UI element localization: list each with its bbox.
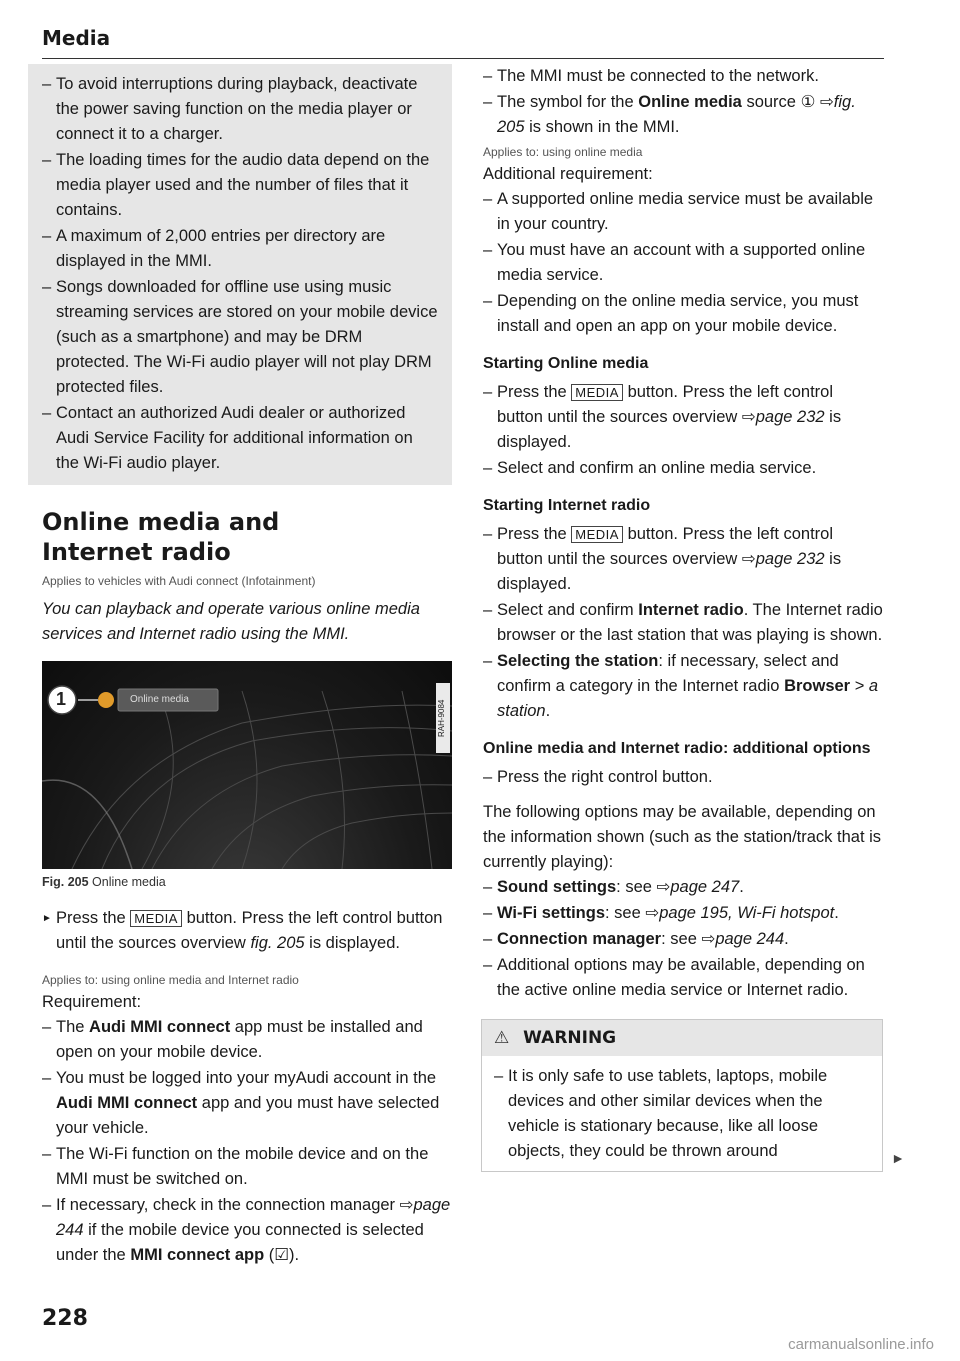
- warning-box: [481, 1019, 883, 1172]
- additional-requirement-item: – You must have an account with a supported online media service.: [483, 238, 883, 288]
- note-item: – Contact an authorized Audi dealer or authorized Audi Service Facility for additional information on the Wi-Fi audio player.: [42, 401, 440, 476]
- cross-ref: fig. 205: [497, 93, 856, 136]
- media-button-label: MEDIA: [571, 384, 623, 401]
- page-number: 228: [42, 1306, 88, 1331]
- additional-requirement-item: – A supported online media service must be available in your country.: [483, 187, 883, 237]
- cross-ref: page 195, Wi-Fi hotspot: [659, 904, 835, 922]
- requirement-item: – The Wi-Fi function on the mobile device and on the MMI must be switched on.: [42, 1142, 452, 1192]
- step-item: – Press the right control button.: [483, 765, 883, 790]
- requirement-item: – You must be logged into your myAudi account in the Audi MMI connect app and you must have selected your vehicle.: [42, 1066, 452, 1141]
- warning-item: – It is only safe to use tablets, laptops, mobile devices and other similar devices when the vehicle is stationary because, like all loose objects, they could be thrown around: [494, 1064, 870, 1164]
- subheading-additional-options: Online media and Internet radio: additional options: [483, 740, 871, 757]
- cross-ref: page 232: [755, 550, 825, 568]
- requirement-item: – The Audi MMI connect app must be installed and open on your mobile device.: [42, 1015, 452, 1065]
- subheading-starting-internet-radio: Starting Internet radio: [483, 497, 651, 514]
- note-item: – To avoid interruptions during playback, deactivate the power saving function on the media player or connect it to a charger.: [42, 72, 440, 147]
- cross-ref: page 244: [715, 930, 785, 948]
- media-button-label: MEDIA: [571, 526, 623, 543]
- option-item: – Sound settings: see ⇨page 247.: [483, 875, 883, 900]
- figure-graphic: [42, 661, 452, 869]
- subheading-starting-online-media: Starting Online media: [483, 355, 649, 372]
- note-box: [28, 64, 452, 485]
- online-media-tab-label: Online media: [130, 694, 189, 705]
- requirement-item: – If necessary, check in the connection manager ⇨page 244 if the mobile device you connected is selected under the MMI connect app (☑).: [42, 1193, 452, 1268]
- additional-requirement-item: – Depending on the online media service, you must install and open an app on your mobile device.: [483, 289, 883, 339]
- figure-code: RAH-9084: [437, 699, 446, 737]
- option-item: – Wi-Fi settings: see ⇨page 195, Wi-Fi hotspot.: [483, 901, 883, 926]
- warning-body: [482, 1056, 882, 1171]
- note-item: – A maximum of 2,000 entries per directory are displayed in the MMI.: [42, 224, 440, 274]
- step-item: – Select and confirm Internet radio. The Internet radio browser or the last station that was playing is shown.: [483, 598, 883, 648]
- options-paragraph: The following options may be available, depending on the information shown (such as the station/track that is currently playing):: [483, 803, 882, 871]
- page-header: [42, 26, 884, 59]
- applies-note: Applies to vehicles with Audi connect (Infotainment): [42, 574, 316, 588]
- applies-note: Applies to: using online media: [483, 145, 643, 159]
- note-item: – Songs downloaded for offline use using music streaming services are stored on your mobile device (such as a smartphone) and may be DRM protected. The Wi-Fi audio player will not play DRM protected files.: [42, 275, 440, 400]
- additional-requirement-label: Additional requirement:: [483, 165, 653, 183]
- option-item: – Additional options may be available, depending on the active online media service or Internet radio.: [483, 953, 883, 1003]
- note-item: – The loading times for the audio data depend on the media player used and the number of files that it contains.: [42, 148, 440, 223]
- applies-note: Applies to: using online media and Internet radio: [42, 973, 299, 987]
- warning-header: ⚠ WARNING: [482, 1020, 882, 1056]
- callout-symbol: ①: [800, 93, 816, 111]
- step-item: – Press the MEDIA button. Press the left control button until the sources overview ⇨page 232 is displayed.: [483, 380, 883, 455]
- right-column: [483, 64, 905, 1172]
- step-item: – Select and confirm an online media service.: [483, 456, 883, 481]
- cross-ref: page 247: [670, 878, 740, 896]
- header-title: Media: [42, 26, 111, 50]
- step-item: – Press the MEDIA button. Press the left control button until the sources overview ⇨page 232 is displayed.: [483, 522, 883, 597]
- step-item: – Selecting the station: if necessary, select and confirm a category in the Internet radio Browser > a station.: [483, 649, 883, 724]
- figure-online-media: [42, 661, 452, 869]
- cross-ref: page 244: [56, 1196, 451, 1239]
- warning-icon: ⚠: [494, 1028, 510, 1048]
- cross-ref: page 232: [755, 408, 825, 426]
- online-media-source-icon: [98, 692, 114, 708]
- section-title: Online media and Internet radio: [42, 508, 280, 566]
- callout-number: 1: [56, 689, 67, 709]
- section-intro: You can playback and operate various online media services and Internet radio using the MMI.: [42, 600, 420, 643]
- figure-caption: Fig. 205 Online media: [42, 875, 166, 889]
- option-item: – Connection manager: see ⇨page 244.: [483, 927, 883, 952]
- requirement-label: Requirement:: [42, 993, 142, 1011]
- requirement-item: – The symbol for the Online media source ① ⇨fig. 205 is shown in the MMI.: [483, 90, 883, 140]
- left-column: [42, 64, 452, 1269]
- step-item: ► Press the MEDIA button. Press the left control button until the sources overview fig. 205 is displayed.: [42, 906, 452, 956]
- watermark: carmanualsonline.info: [788, 1336, 934, 1353]
- continue-arrow-icon: ►: [891, 1150, 905, 1166]
- media-button-label: MEDIA: [130, 910, 182, 927]
- requirement-item: – The MMI must be connected to the network.: [483, 64, 883, 89]
- cross-ref: fig. 205: [250, 933, 305, 952]
